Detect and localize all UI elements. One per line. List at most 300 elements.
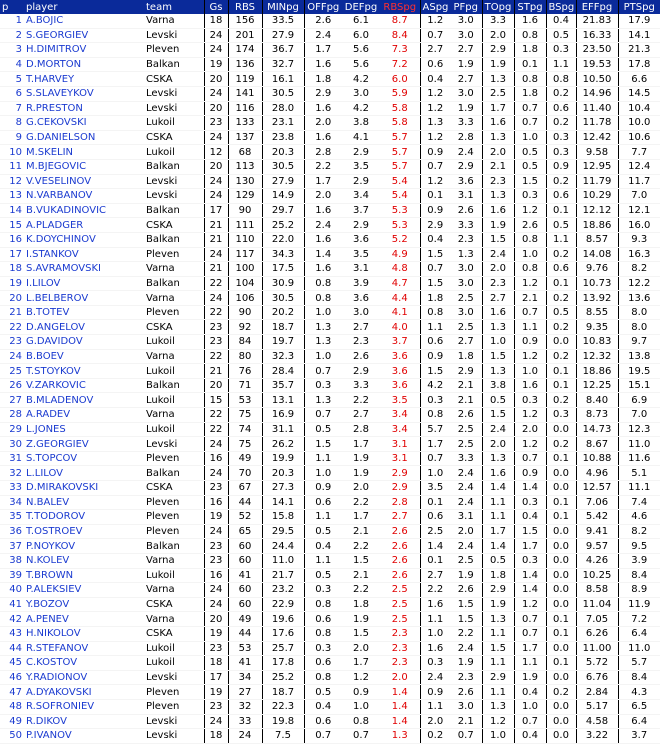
ptspg-cell: 12.3 <box>618 422 660 437</box>
pfpg-cell: 2.5 <box>450 422 482 437</box>
rank-cell: 30 <box>0 437 24 452</box>
defpg-cell: 3.0 <box>342 305 380 320</box>
rbs-cell: 141 <box>228 86 262 101</box>
player-name[interactable]: G.DAVIDOV <box>24 335 144 350</box>
offpg-cell: 1.3 <box>304 335 342 350</box>
rbspg-cell: 1.3 <box>380 729 420 744</box>
col-header-p[interactable]: p <box>0 0 24 14</box>
ptspg-cell: 19.5 <box>618 364 660 379</box>
pfpg-cell: 1.9 <box>450 656 482 671</box>
bspg-cell: 1.1 <box>546 232 576 247</box>
aspg-cell: 1.2 <box>420 174 450 189</box>
offpg-cell: 0.6 <box>304 612 342 627</box>
player-name[interactable]: S.AVRAMOVSKI <box>24 262 144 277</box>
rbspg-cell: 2.6 <box>380 539 420 554</box>
stpg-cell: 0.3 <box>514 553 546 568</box>
table-row <box>0 597 660 612</box>
gs-cell: 17 <box>204 670 228 685</box>
defpg-cell: 2.6 <box>342 349 380 364</box>
player-name[interactable]: D.MIRAKOVSKI <box>24 481 144 496</box>
bspg-cell: 0.6 <box>546 262 576 277</box>
stpg-cell: 0.4 <box>514 510 546 525</box>
gs-cell: 24 <box>204 28 228 43</box>
pfpg-cell: 1.9 <box>450 568 482 583</box>
pfpg-cell: 2.5 <box>450 553 482 568</box>
player-name[interactable]: T.HARVEY <box>24 72 144 87</box>
gs-cell: 12 <box>204 145 228 160</box>
player-name[interactable]: N.VARBANOV <box>24 189 144 204</box>
team-cell: CSKA <box>144 626 204 641</box>
bspg-cell: 1.1 <box>546 57 576 72</box>
topg-cell: 0.5 <box>482 553 514 568</box>
stpg-cell: 1.4 <box>514 568 546 583</box>
minpg-cell: 28.0 <box>262 101 304 116</box>
player-name[interactable]: D.MORTON <box>24 57 144 72</box>
pfpg-cell: 1.3 <box>450 247 482 262</box>
team-cell: Pleven <box>144 451 204 466</box>
topg-cell: 1.3 <box>482 320 514 335</box>
offpg-cell: 0.7 <box>304 364 342 379</box>
defpg-cell: 3.5 <box>342 159 380 174</box>
stpg-cell: 0.4 <box>514 685 546 700</box>
col-header-defpg[interactable]: DEFpg <box>342 0 380 14</box>
rbs-cell: 133 <box>228 116 262 131</box>
player-name[interactable]: D.ANGELOV <box>24 320 144 335</box>
rbspg-cell: 4.1 <box>380 305 420 320</box>
player-name[interactable]: M.BJEGOVIC <box>24 159 144 174</box>
player-name[interactable]: P.IVANOV <box>24 729 144 744</box>
table-row <box>0 14 660 28</box>
col-header-topg[interactable]: TOpg <box>482 0 514 14</box>
player-name[interactable]: L.BELBEROV <box>24 291 144 306</box>
effpg-cell: 5.72 <box>576 656 618 671</box>
rbs-cell: 33 <box>228 714 262 729</box>
team-cell: Balkan <box>144 276 204 291</box>
aspg-cell: 0.6 <box>420 57 450 72</box>
rank-cell: 2 <box>0 28 24 43</box>
effpg-cell: 18.86 <box>576 364 618 379</box>
rbspg-cell: 5.7 <box>380 130 420 145</box>
player-name[interactable]: C.KOSTOV <box>24 656 144 671</box>
effpg-cell: 10.83 <box>576 335 618 350</box>
col-header-minpg[interactable]: MINpg <box>262 0 304 14</box>
col-header-stpg[interactable]: STpg <box>514 0 546 14</box>
header-row <box>0 0 660 14</box>
aspg-cell: 0.7 <box>420 28 450 43</box>
rbs-cell: 75 <box>228 437 262 452</box>
table-row <box>0 145 660 160</box>
gs-cell: 23 <box>204 641 228 656</box>
bspg-cell: 0.2 <box>546 291 576 306</box>
bspg-cell: 0.0 <box>546 422 576 437</box>
rbs-cell: 174 <box>228 43 262 58</box>
defpg-cell: 2.7 <box>342 408 380 423</box>
team-cell: Levski <box>144 28 204 43</box>
player-name[interactable]: B.TOTEV <box>24 305 144 320</box>
player-name[interactable]: I.LILOV <box>24 276 144 291</box>
offpg-cell: 1.1 <box>304 510 342 525</box>
aspg-cell: 1.6 <box>420 597 450 612</box>
effpg-cell: 8.57 <box>576 232 618 247</box>
stpg-cell: 1.0 <box>514 130 546 145</box>
player-name[interactable]: Z.GEORGIEV <box>24 437 144 452</box>
rbspg-cell: 2.6 <box>380 553 420 568</box>
ptspg-cell: 9.3 <box>618 232 660 247</box>
topg-cell: 1.0 <box>482 335 514 350</box>
ptspg-cell: 8.4 <box>618 670 660 685</box>
player-name[interactable]: V.VESELINOV <box>24 174 144 189</box>
bspg-cell: 0.0 <box>546 641 576 656</box>
ptspg-cell: 11.0 <box>618 437 660 452</box>
stpg-cell: 0.4 <box>514 729 546 744</box>
stpg-cell: 0.8 <box>514 28 546 43</box>
player-name[interactable]: R.PRESTON <box>24 101 144 116</box>
player-name[interactable]: S.SLAVEYKOV <box>24 86 144 101</box>
ptspg-cell: 9.7 <box>618 335 660 350</box>
player-name[interactable]: P.ALEKSIEV <box>24 583 144 598</box>
team-cell: Lukoil <box>144 641 204 656</box>
effpg-cell: 5.17 <box>576 699 618 714</box>
bspg-cell: 0.3 <box>546 408 576 423</box>
table-row <box>0 626 660 641</box>
pfpg-cell: 2.6 <box>450 203 482 218</box>
team-cell: Lukoil <box>144 145 204 160</box>
col-header-aspg[interactable]: ASpg <box>420 0 450 14</box>
col-header-offpg[interactable]: OFFpg <box>304 0 342 14</box>
table-row <box>0 28 660 43</box>
topg-cell: 1.3 <box>482 612 514 627</box>
player-name[interactable]: N.KOLEV <box>24 553 144 568</box>
pfpg-cell: 3.0 <box>450 262 482 277</box>
topg-cell: 2.3 <box>482 174 514 189</box>
offpg-cell: 0.3 <box>304 583 342 598</box>
defpg-cell: 2.7 <box>342 320 380 335</box>
pfpg-cell: 2.8 <box>450 130 482 145</box>
topg-cell: 2.9 <box>482 583 514 598</box>
bspg-cell: 0.2 <box>546 349 576 364</box>
player-name[interactable]: K.DOYCHINOV <box>24 232 144 247</box>
rank-cell: 37 <box>0 539 24 554</box>
player-name[interactable]: A.PLADGER <box>24 218 144 233</box>
player-name[interactable]: H.DIMITROV <box>24 43 144 58</box>
aspg-cell: 0.6 <box>420 510 450 525</box>
bspg-cell: 0.2 <box>546 174 576 189</box>
offpg-cell: 0.3 <box>304 641 342 656</box>
gs-cell: 18 <box>204 656 228 671</box>
table-row <box>0 43 660 58</box>
table-row <box>0 714 660 729</box>
bspg-cell: 0.6 <box>546 189 576 204</box>
rank-cell: 11 <box>0 159 24 174</box>
ptspg-cell: 16.0 <box>618 218 660 233</box>
pfpg-cell: 3.0 <box>450 28 482 43</box>
ptspg-cell: 11.1 <box>618 481 660 496</box>
gs-cell: 23 <box>204 320 228 335</box>
col-header-team[interactable]: team <box>144 0 204 14</box>
defpg-cell: 2.1 <box>342 524 380 539</box>
rank-cell: 50 <box>0 729 24 744</box>
minpg-cell: 27.9 <box>262 174 304 189</box>
bspg-cell: 0.4 <box>546 14 576 28</box>
player-name[interactable]: B.BOEV <box>24 349 144 364</box>
gs-cell: 21 <box>204 262 228 277</box>
defpg-cell: 2.9 <box>342 218 380 233</box>
player-name[interactable]: S.GEORGIEV <box>24 28 144 43</box>
col-header-ptspg[interactable]: PTSpg <box>618 0 660 14</box>
ptspg-cell: 13.6 <box>618 291 660 306</box>
table-row <box>0 130 660 145</box>
rbs-cell: 113 <box>228 159 262 174</box>
rbspg-cell: 1.4 <box>380 685 420 700</box>
rank-cell: 43 <box>0 626 24 641</box>
rank-cell: 32 <box>0 466 24 481</box>
gs-cell: 23 <box>204 481 228 496</box>
minpg-cell: 13.1 <box>262 393 304 408</box>
gs-cell: 20 <box>204 159 228 174</box>
table-row <box>0 481 660 496</box>
table-row <box>0 189 660 204</box>
defpg-cell: 3.4 <box>342 189 380 204</box>
player-name[interactable]: R.STEFANOV <box>24 641 144 656</box>
player-name[interactable]: N.BALEV <box>24 495 144 510</box>
offpg-cell: 0.6 <box>304 656 342 671</box>
gs-cell: 19 <box>204 685 228 700</box>
table-row <box>0 539 660 554</box>
rbspg-cell: 5.9 <box>380 86 420 101</box>
gs-cell: 21 <box>204 232 228 247</box>
player-name[interactable]: R.SOFRONIEV <box>24 699 144 714</box>
table-row <box>0 408 660 423</box>
gs-cell: 18 <box>204 729 228 744</box>
gs-cell: 23 <box>204 699 228 714</box>
gs-cell: 24 <box>204 174 228 189</box>
aspg-cell: 2.7 <box>420 43 450 58</box>
bspg-cell: 0.2 <box>546 116 576 131</box>
player-name[interactable]: G.DANIELSON <box>24 130 144 145</box>
bspg-cell: 0.1 <box>546 276 576 291</box>
aspg-cell: 0.7 <box>420 159 450 174</box>
rbspg-cell: 3.4 <box>380 408 420 423</box>
offpg-cell: 1.1 <box>304 451 342 466</box>
col-header-player[interactable]: player <box>24 0 144 14</box>
gs-cell: 20 <box>204 101 228 116</box>
minpg-cell: 23.1 <box>262 116 304 131</box>
rank-cell: 29 <box>0 422 24 437</box>
defpg-cell: 2.8 <box>342 422 380 437</box>
player-name[interactable]: Y.RADIONOV <box>24 670 144 685</box>
ptspg-cell: 7.2 <box>618 612 660 627</box>
pfpg-cell: 1.5 <box>450 597 482 612</box>
aspg-cell: 2.5 <box>420 524 450 539</box>
rank-cell: 25 <box>0 364 24 379</box>
player-name[interactable]: L.JONES <box>24 422 144 437</box>
player-name[interactable]: A.RADEV <box>24 408 144 423</box>
ptspg-cell: 6.9 <box>618 393 660 408</box>
pfpg-cell: 3.3 <box>450 218 482 233</box>
rbs-cell: 67 <box>228 481 262 496</box>
effpg-cell: 8.58 <box>576 583 618 598</box>
pfpg-cell: 1.9 <box>450 57 482 72</box>
team-cell: Varna <box>144 612 204 627</box>
player-name[interactable]: T.OSTROEV <box>24 524 144 539</box>
minpg-cell: 22.0 <box>262 232 304 247</box>
minpg-cell: 25.7 <box>262 641 304 656</box>
ptspg-cell: 7.0 <box>618 408 660 423</box>
player-name[interactable]: L.LILOV <box>24 466 144 481</box>
offpg-cell: 1.1 <box>304 553 342 568</box>
rbspg-cell: 2.8 <box>380 495 420 510</box>
offpg-cell: 0.6 <box>304 495 342 510</box>
table-row <box>0 203 660 218</box>
defpg-cell: 1.7 <box>342 437 380 452</box>
player-name[interactable]: B.MLADENOV <box>24 393 144 408</box>
player-name[interactable]: T.BROWN <box>24 568 144 583</box>
rank-cell: 44 <box>0 641 24 656</box>
topg-cell: 0.5 <box>482 393 514 408</box>
rank-cell: 26 <box>0 378 24 393</box>
player-name[interactable]: M.SKELIN <box>24 145 144 160</box>
aspg-cell: 0.3 <box>420 393 450 408</box>
table-row <box>0 729 660 744</box>
minpg-cell: 22.9 <box>262 597 304 612</box>
minpg-cell: 20.3 <box>262 145 304 160</box>
rbs-cell: 90 <box>228 203 262 218</box>
rbs-cell: 92 <box>228 320 262 335</box>
rank-cell: 9 <box>0 130 24 145</box>
minpg-cell: 17.5 <box>262 262 304 277</box>
effpg-cell: 12.12 <box>576 203 618 218</box>
player-name[interactable]: S.TOPCOV <box>24 451 144 466</box>
rbspg-cell: 2.5 <box>380 612 420 627</box>
table-row <box>0 262 660 277</box>
team-cell: Levski <box>144 670 204 685</box>
topg-cell: 1.5 <box>482 232 514 247</box>
topg-cell: 1.5 <box>482 349 514 364</box>
ptspg-cell: 6.4 <box>618 626 660 641</box>
topg-cell: 1.9 <box>482 218 514 233</box>
col-header-bspg[interactable]: BSpg <box>546 0 576 14</box>
stpg-cell: 1.0 <box>514 699 546 714</box>
player-name[interactable]: H.NIKOLOV <box>24 626 144 641</box>
player-name[interactable]: B.VUKADINOVIC <box>24 203 144 218</box>
player-name[interactable]: P.NOYKOV <box>24 539 144 554</box>
rbs-cell: 53 <box>228 641 262 656</box>
ptspg-cell: 16.3 <box>618 247 660 262</box>
defpg-cell: 1.7 <box>342 656 380 671</box>
player-name[interactable]: I.STANKOV <box>24 247 144 262</box>
topg-cell: 2.5 <box>482 86 514 101</box>
aspg-cell: 1.0 <box>420 626 450 641</box>
effpg-cell: 9.41 <box>576 524 618 539</box>
minpg-cell: 26.2 <box>262 437 304 452</box>
bspg-cell: 0.1 <box>546 612 576 627</box>
player-name[interactable]: A.BOJIC <box>24 14 144 28</box>
table-row <box>0 305 660 320</box>
aspg-cell: 0.8 <box>420 408 450 423</box>
stpg-cell: 1.0 <box>514 364 546 379</box>
rbs-cell: 201 <box>228 28 262 43</box>
pfpg-cell: 3.0 <box>450 276 482 291</box>
player-name[interactable]: R.DIKOV <box>24 714 144 729</box>
rbs-cell: 60 <box>228 553 262 568</box>
pfpg-cell: 3.1 <box>450 510 482 525</box>
bspg-cell: 0.0 <box>546 524 576 539</box>
stpg-cell: 1.2 <box>514 276 546 291</box>
rbspg-cell: 2.5 <box>380 583 420 598</box>
ptspg-cell: 21.3 <box>618 43 660 58</box>
offpg-cell: 1.6 <box>304 232 342 247</box>
offpg-cell: 1.6 <box>304 57 342 72</box>
col-header-gs[interactable]: Gs <box>204 0 228 14</box>
aspg-cell: 0.1 <box>420 553 450 568</box>
defpg-cell: 1.0 <box>342 699 380 714</box>
rbs-cell: 34 <box>228 670 262 685</box>
topg-cell: 1.3 <box>482 130 514 145</box>
ptspg-cell: 4.6 <box>618 510 660 525</box>
minpg-cell: 30.5 <box>262 86 304 101</box>
topg-cell: 2.0 <box>482 437 514 452</box>
gs-cell: 24 <box>204 247 228 262</box>
effpg-cell: 10.50 <box>576 72 618 87</box>
aspg-cell: 1.2 <box>420 14 450 28</box>
effpg-cell: 12.32 <box>576 349 618 364</box>
effpg-cell: 12.42 <box>576 130 618 145</box>
player-name[interactable]: G.CEKOVSKI <box>24 116 144 131</box>
table-row <box>0 72 660 87</box>
player-name[interactable]: T.STOYKOV <box>24 364 144 379</box>
effpg-cell: 11.78 <box>576 116 618 131</box>
col-header-pfpg[interactable]: PFpg <box>450 0 482 14</box>
table-row <box>0 159 660 174</box>
minpg-cell: 25.2 <box>262 218 304 233</box>
rank-cell: 45 <box>0 656 24 671</box>
ptspg-cell: 13.8 <box>618 349 660 364</box>
table-row <box>0 568 660 583</box>
ptspg-cell: 6.5 <box>618 699 660 714</box>
bspg-cell: 0.3 <box>546 145 576 160</box>
table-row <box>0 685 660 700</box>
minpg-cell: 29.7 <box>262 203 304 218</box>
gs-cell: 22 <box>204 408 228 423</box>
aspg-cell: 1.5 <box>420 247 450 262</box>
player-name[interactable]: T.TODOROV <box>24 510 144 525</box>
aspg-cell: 1.5 <box>420 364 450 379</box>
col-header-rbs[interactable]: RBS <box>228 0 262 14</box>
rbs-cell: 116 <box>228 101 262 116</box>
player-name[interactable]: A.PENEV <box>24 612 144 627</box>
player-name[interactable]: Y.BOZOV <box>24 597 144 612</box>
player-name[interactable]: A.DYAKOVSKI <box>24 685 144 700</box>
aspg-cell: 0.4 <box>420 232 450 247</box>
table-row <box>0 670 660 685</box>
aspg-cell: 2.4 <box>420 670 450 685</box>
aspg-cell: 1.0 <box>420 466 450 481</box>
rbspg-cell: 4.4 <box>380 291 420 306</box>
table-row <box>0 86 660 101</box>
topg-cell: 2.1 <box>482 159 514 174</box>
player-name[interactable]: V.ZARKOVIC <box>24 378 144 393</box>
col-header-effpg[interactable]: EFFpg <box>576 0 618 14</box>
col-header-rbspg[interactable]: RBSpg <box>380 0 420 14</box>
rank-cell: 46 <box>0 670 24 685</box>
stpg-cell: 0.5 <box>514 145 546 160</box>
rbs-cell: 100 <box>228 262 262 277</box>
minpg-cell: 33.5 <box>262 14 304 28</box>
table-row <box>0 437 660 452</box>
effpg-cell: 10.25 <box>576 568 618 583</box>
team-cell: Levski <box>144 714 204 729</box>
effpg-cell: 14.73 <box>576 422 618 437</box>
